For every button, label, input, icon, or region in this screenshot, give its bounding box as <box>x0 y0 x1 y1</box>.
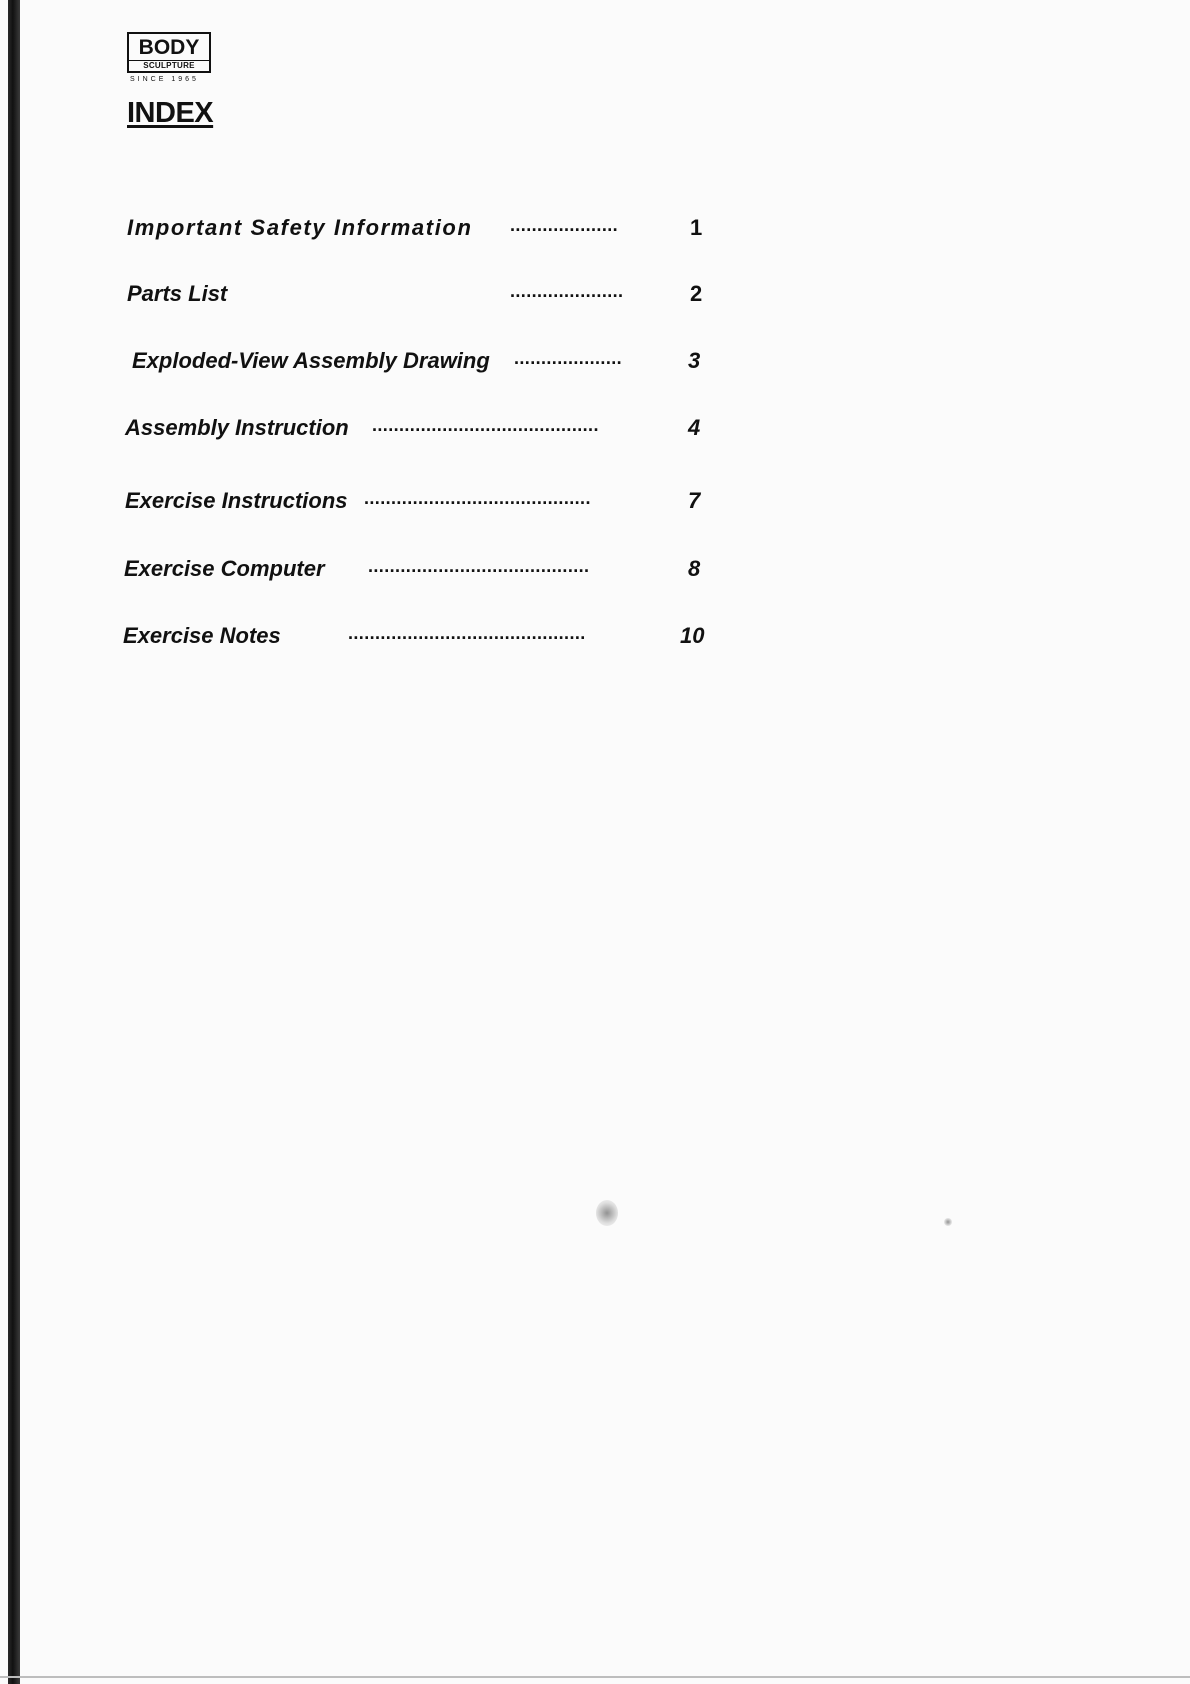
toc-entry[interactable] <box>0 415 760 445</box>
toc-entry-leader: .......................................... <box>372 415 599 435</box>
scan-smudge <box>596 1200 618 1226</box>
toc-entry-page: 10 <box>680 623 705 648</box>
logo-brand-bottom: SCULPTURE <box>129 60 209 70</box>
toc-entry-page: 3 <box>688 348 701 373</box>
toc-entry[interactable] <box>0 348 760 378</box>
toc-entry-leader: ......................................... <box>368 556 590 576</box>
toc-entry-label: Exercise Instructions <box>125 488 348 513</box>
toc-entry[interactable] <box>0 281 760 311</box>
toc-entry-leader: .................... <box>514 348 623 368</box>
toc-entry-page: 1 <box>690 215 703 240</box>
toc-entry-page: 4 <box>688 415 701 440</box>
toc-entry[interactable] <box>0 556 760 586</box>
toc-entry-leader: .................... <box>510 215 619 235</box>
toc-entry-label: Exploded-View Assembly Drawing <box>132 348 490 373</box>
toc-entry[interactable] <box>0 215 760 245</box>
logo-brand-top: BODY <box>138 36 200 59</box>
page-title: INDEX <box>127 97 214 129</box>
toc-entry-page: 2 <box>690 281 703 306</box>
toc-entry-leader: .......................................... <box>364 488 591 508</box>
scan-speck <box>944 1218 952 1226</box>
binding-edge <box>8 0 20 1684</box>
page-bottom-edge <box>0 1676 1190 1678</box>
logo-since: SINCE 1965 <box>130 76 199 83</box>
toc-entry-label: Important Safety Information <box>127 215 473 240</box>
toc-entry-label: Exercise Notes <box>123 623 281 648</box>
toc-entry-page: 7 <box>688 488 701 513</box>
toc-entry[interactable] <box>0 623 760 653</box>
logo-box <box>127 32 211 73</box>
toc-entry-label: Assembly Instruction <box>125 415 349 440</box>
toc-entry-leader: ............................................ <box>348 623 586 643</box>
toc-entry-leader: ..................... <box>510 281 624 301</box>
brand-logo <box>127 32 213 83</box>
toc-entry-label: Parts List <box>127 281 228 306</box>
toc-entry[interactable] <box>0 488 760 518</box>
toc-entry-label: Exercise Computer <box>124 556 325 581</box>
toc-entry-page: 8 <box>688 556 701 581</box>
